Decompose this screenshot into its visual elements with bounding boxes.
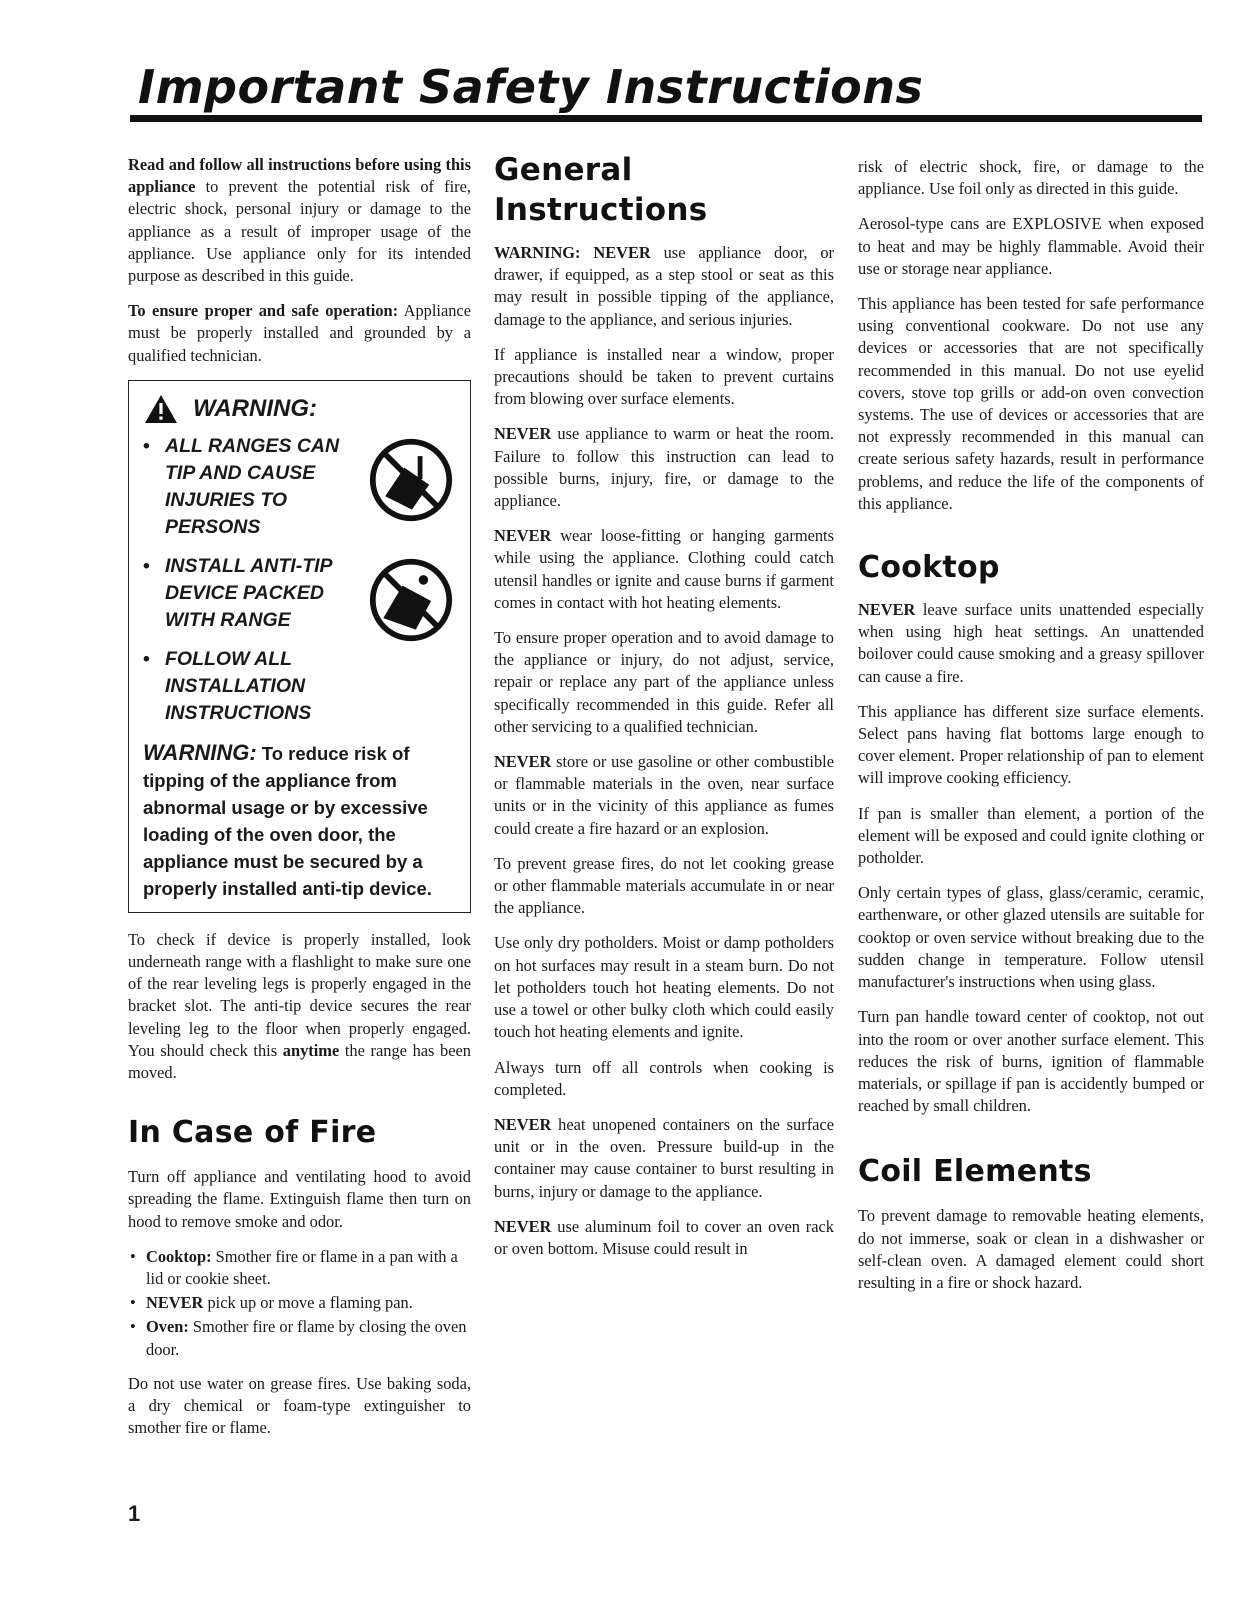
title-rule-thin (900, 119, 1202, 121)
glass-paragraph: Only certain types of glass, glass/ceramic, ceramic, earthenware, or other glazed utensils are suitable for cooktop or oven service without breaking due to the sudden change in temperature. Follow utensil manufacturer's instructions when using glass. (858, 883, 1204, 992)
in-case-of-fire-heading: In Case of Fire (128, 1115, 377, 1151)
window-paragraph: If appliance is installed near a window, proper precautions should be taken to prevent curtains from blowing over surface elements. (494, 344, 834, 409)
column-left (128, 154, 471, 1452)
step-stool-warning-paragraph: WARNING: NEVER use appliance door, or drawer, if equipped, as a step stool or seat as this may result in possible tipping of the appliance, damage to the appliance, and serious injuries. (494, 243, 834, 329)
cookware-paragraph: This appliance has been tested for safe performance using conventional cookware. Do not use any devices or accessories that are not specifically recommended in this manual. Do not use eyelid covers, stove top grills or add-on oven convection systems. The use of devices or accessories that are not expressly recommended in this manual can create serious safety hazards, result in performance problems, and reduce the life of the components of this appliance. (858, 294, 1204, 513)
tipping-range-prohibited-icon (368, 437, 454, 523)
grease-fire-paragraph: Do not use water on grease fires. Use baking soda, a dry chemical or foam-type extinguisher to smother fire or flame. (128, 1373, 471, 1438)
coil-elements-heading: Coil Elements (858, 1154, 1092, 1190)
service-paragraph: To ensure proper operation and to avoid damage to the appliance or injury, do not adjust, service, repair or replace any part of the appliance unless specifically recommended in this guide. Refer all other servicing to a qualified technician. (494, 628, 834, 736)
foil-continued-paragraph: risk of electric shock, fire, or damage to the appliance. Use foil only as directed in this guide. (858, 157, 1204, 199)
potholders-paragraph: Use only dry potholders. Moist or damp potholders on hot surfaces may result in a steam burn. Do not let potholders touch hot heating elements. Do not use a towel or other bulky cloth which could easily touch hot heating elements and ignite. (494, 933, 834, 1042)
fire-bullet-list (128, 1246, 471, 1361)
proper-operation-paragraph: To ensure proper and safe operation: Appliance must be properly installed and grounded by a qualified technician. (128, 301, 471, 365)
fire-paragraph: Turn off appliance and ventilating hood to avoid spreading the flame. Extinguish flame then turn on hood to remove smoke and odor. (128, 1167, 471, 1231)
list-item: • Oven: Smother fire or flame by closing the oven door. (128, 1316, 471, 1360)
warning-header (143, 393, 460, 425)
warning-box (128, 380, 471, 913)
small-pan-paragraph: If pan is smaller than element, a portion of the element will be exposed and could ignite clothing or potholder. (858, 803, 1204, 868)
warning-anti-tip-text: WARNING: To reduce risk of tipping of the appliance from abnormal usage or by excessive loading of the oven door, the appliance must be secured by a properly installed anti-tip device. (143, 739, 432, 899)
page-number: 1 (128, 1501, 141, 1526)
intro-paragraph: Read and follow all instructions before using this appliance to prevent the potential risk of fire, electric shock, personal injury or damage to the appliance as a result of improper usage of the appliance. Use appliance only for its intended purpose as described in this guide. (128, 155, 471, 286)
column-middle (494, 150, 834, 1273)
unattended-paragraph: NEVER leave surface units unattended especially when using high heat settings. An unattended boilover could cause smoking and a greasy spillover can cause a fire. (858, 600, 1204, 686)
controls-paragraph: Always turn off all controls when cooking is completed. (494, 1057, 834, 1099)
heat-room-paragraph: NEVER use appliance to warm or heat the room. Failure to follow this instruction can lead to possible burns, injury, fire, or damage to the appliance. (494, 424, 834, 511)
warning-heading: WARNING: (193, 394, 317, 422)
child-on-door-prohibited-icon (368, 557, 454, 643)
grease-paragraph: To prevent grease fires, do not let cooking grease or other flammable materials accumulate in or near the appliance. (494, 853, 834, 918)
column-right (858, 156, 1204, 1307)
list-item: • Cooktop: Smother fire or flame in a pan with a lid or cookie sheet. (128, 1246, 471, 1290)
general-instructions-heading: General Instructions (494, 152, 708, 228)
check-device-paragraph: To check if device is properly installed, look underneath range with a flashlight to make sure one of the rear leveling legs is properly engaged in the bracket slot. The anti-tip device secures the rear leveling leg to the floor when properly engaged. You should check this anytime the range has been moved. (128, 929, 471, 1083)
page-title: Important Safety Instructions (138, 60, 924, 114)
warning-triangle-icon (143, 393, 179, 425)
containers-paragraph: NEVER heat unopened containers on the surface unit or in the oven. Pressure build-up in the container may cause container to burst resulting in burns, injury or damage to the appliance. (494, 1114, 834, 1201)
cooktop-heading: Cooktop (858, 550, 1000, 586)
pan-handle-paragraph: Turn pan handle toward center of cooktop, not out into the room or over another surface element. This reduces the risk of burns, ignition of flammable materials, or spillage if pan is accidently bumped or reached by small children. (858, 1007, 1204, 1116)
foil-paragraph: NEVER use aluminum foil to cover an oven rack or oven bottom. Misuse could result in (494, 1216, 834, 1258)
list-item: • NEVER pick up or move a flaming pan. (128, 1292, 471, 1314)
warning-item-tip: • ALL RANGES CAN TIP AND CAUSE INJURIES TO PERSONS (143, 433, 460, 541)
loose-garments-paragraph: NEVER wear loose-fitting or hanging garments while using the appliance. Clothing could catch utensil handles or ignite and cause burns if garment comes in contact with hot heating elements. (494, 526, 834, 612)
gasoline-paragraph: NEVER store or use gasoline or other combustible or flammable materials in the oven, near surface units or in the vicinity of this appliance as fumes could create a fire hazard or an explosion. (494, 752, 834, 838)
element-size-paragraph: This appliance has different size surface elements. Select pans having flat bottoms large enough to cover element. Proper relationship of pan to element will improve cooking efficiency. (858, 701, 1204, 788)
warning-item-anti-tip: • INSTALL ANTI-TIP DEVICE PACKED WITH RANGE (143, 553, 460, 634)
coil-paragraph: To prevent damage to removable heating elements, do not immerse, soak or clean in a dishwasher or self-clean oven. A damaged element could short resulting in a fire or shock hazard. (858, 1206, 1204, 1292)
warning-item-follow: • FOLLOW ALL INSTALLATION INSTRUCTIONS (143, 647, 312, 724)
aerosol-paragraph: Aerosol-type cans are EXPLOSIVE when exposed to heat and may be highly flammable. Avoid their use or storage near appliance. (858, 214, 1204, 278)
